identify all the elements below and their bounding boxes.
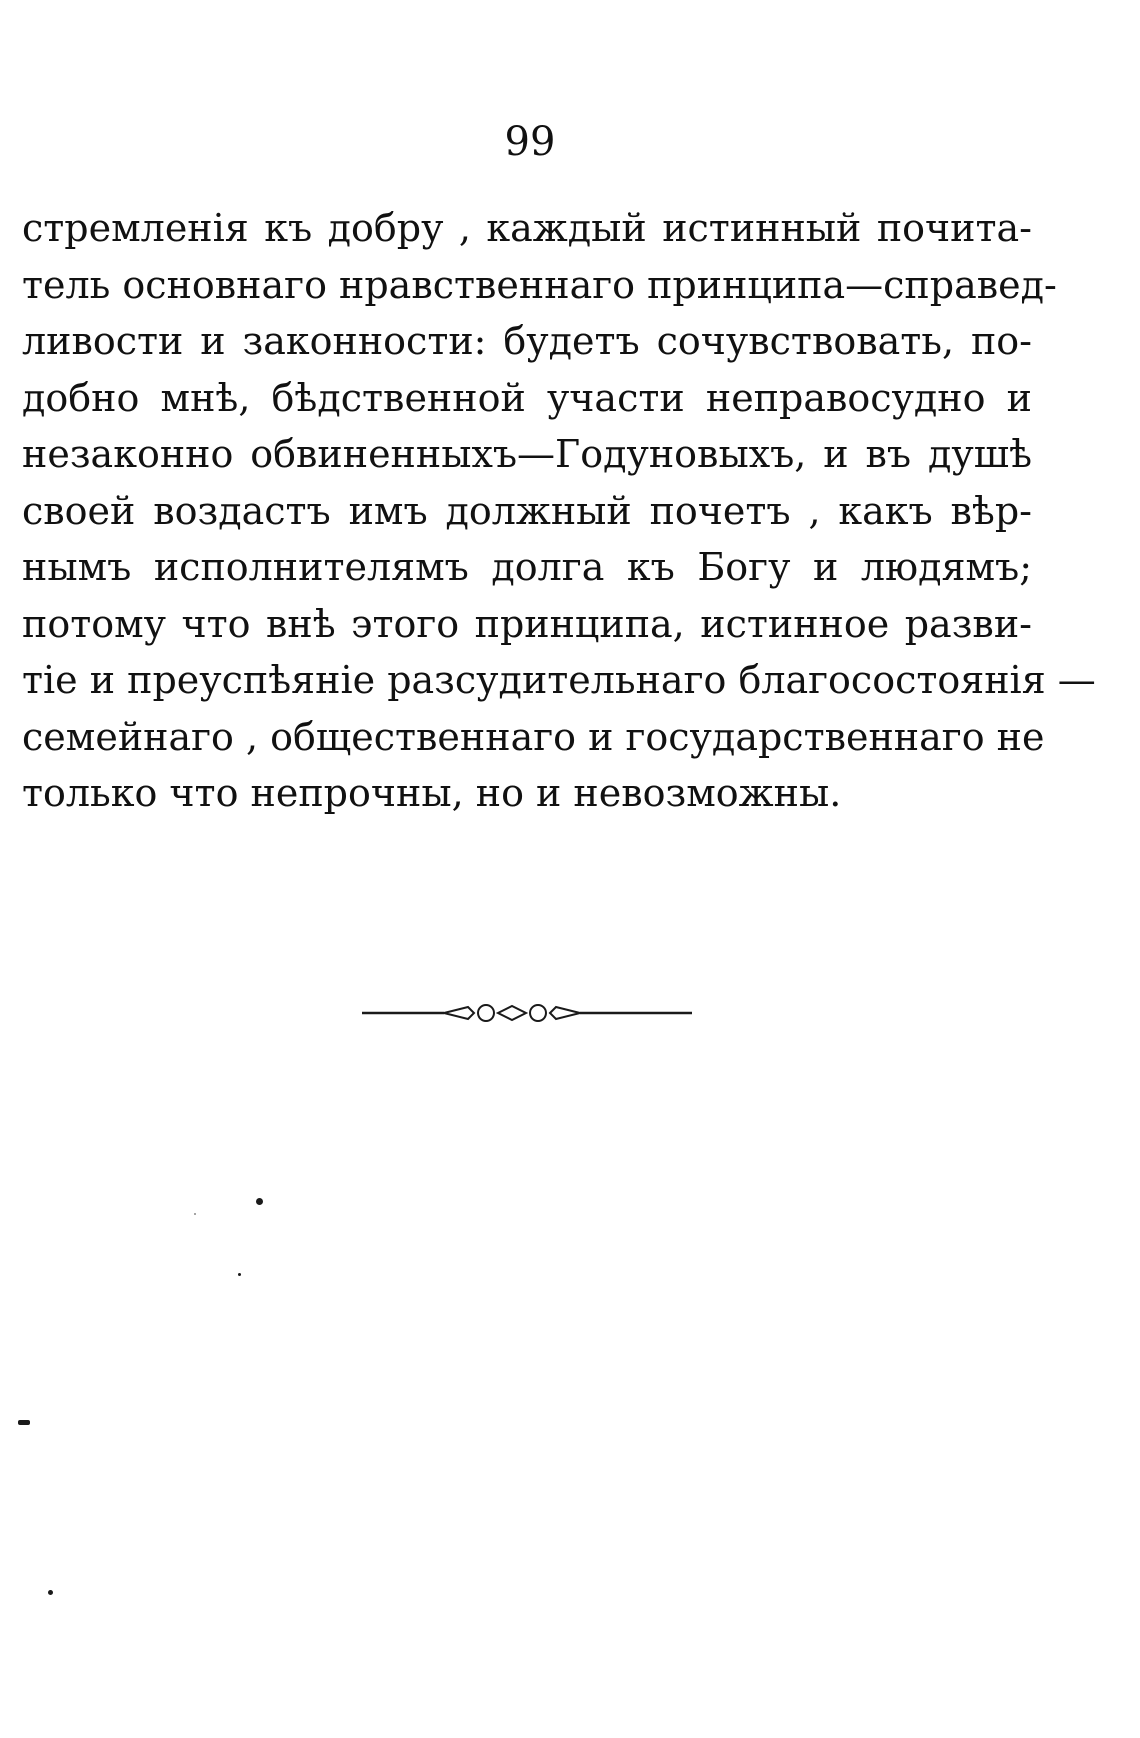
- text-line: нымъ исполнителямъ долга къ Богу и людямъ;: [22, 545, 1032, 589]
- ink-speck: [194, 1213, 196, 1215]
- text-line: тель основнаго нравственнаго принципа—справед-: [22, 262, 1057, 307]
- text-line: семейнаго , общественнаго и государственнаго не: [22, 714, 1045, 759]
- page-number: 99: [504, 119, 556, 165]
- ink-speck: [256, 1198, 263, 1205]
- text-line: только что непрочны, но и невозможны.: [22, 771, 842, 815]
- body-text: [22, 200, 1096, 822]
- text-line: стремленія къ добру , каждый истинный почита-: [22, 206, 1032, 250]
- ink-speck: [48, 1590, 53, 1595]
- text-line: тіе и преуспѣяніе разсудительнаго благосостоянія —: [22, 658, 1096, 702]
- text-line: ливости и законности: будетъ сочувствовать, по-: [22, 319, 1032, 363]
- text-line: добно мнѣ, бѣдственной участи неправосудно и: [22, 375, 1032, 420]
- text-line: потому что внѣ этого принципа, истинное разви-: [22, 601, 1032, 646]
- ink-speck: [18, 1420, 30, 1425]
- ink-speck: [238, 1273, 241, 1276]
- tailpiece-ornament-icon: [362, 998, 692, 1028]
- text-line: своей воздастъ имъ должный почетъ , какъ вѣр-: [22, 488, 1032, 533]
- text-line: незаконно обвиненныхъ—Годуновыхъ, и въ душѣ: [22, 432, 1032, 476]
